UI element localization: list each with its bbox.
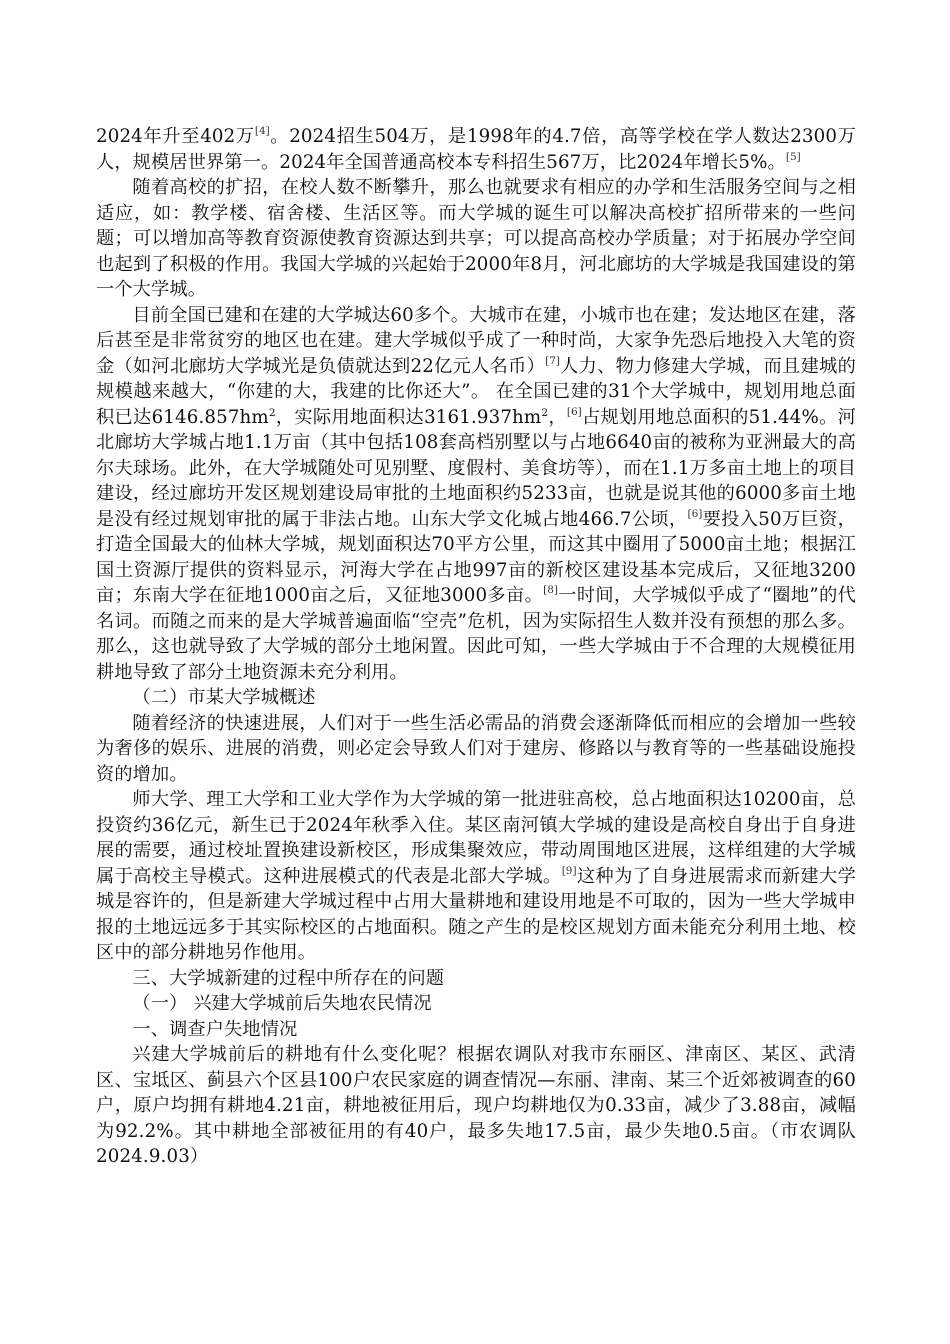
citation-marker: [7] bbox=[545, 354, 560, 367]
body-paragraph bbox=[96, 711, 856, 788]
text-run: （二）市某大学城概述 bbox=[132, 687, 316, 708]
citation-marker: [8] bbox=[543, 584, 559, 596]
text-run: 随着经济的快速进展，人们对于一些生活必需品的消费会逐渐降低而相应的会增加一些较为奢侈的娱乐、进展的消费，则必定会导致人们对于建房、修路以与教育等的一些基础设施投资的增加。 bbox=[96, 712, 856, 785]
section-heading bbox=[96, 685, 856, 711]
section-heading bbox=[96, 1017, 856, 1043]
text-run: 这种为了自身进展需求而新建大学城是容许的，但是新建大学城过程中占用大量耕地和建设用地是不可取的，因为一些大学城申报的土地远远多于其实际校区的占地面积。随之产生的是校区规划方面未能充分利用土地、校区中的部分耕地另作他用。 bbox=[96, 865, 856, 963]
body-paragraph bbox=[96, 124, 856, 175]
text-run: 兴建大学城前后的耕地有什么变化呢？根据农调队对我市东丽区、津南区、某区、武清区、宝坻区、蓟县六个区县100户农民家庭的调查情况—东丽、津南、某三个近郊被调查的60户，原户均拥有耕地4.21亩，耕地被征用后，现户均耕地仅为0.33亩，减少了3.88亩，减幅为92.2%。其中耕地全部被征用的有40户，最多失地17.5亩，最少失地0.5亩。（市农调队 2024.9.03） bbox=[96, 1044, 856, 1167]
text-run: 人力、物力修建大学城，而且建城的规模越来越大，“你建的大，我建的比你还大”。 在全国已建的31个大学城中，规划用地总面积已达6146.857hm bbox=[96, 355, 856, 428]
superscript: 2 bbox=[541, 406, 549, 419]
text-run: 要投入50万巨资，打造全国最大的仙林大学城，规划面积达70平方公里，而这其中圈用了5000亩土地；根据江国土资源厅提供的资料显示，河海大学在占地997亩的新校区建设基本完成后，又征地3200亩；东南大学在征地1000亩之后，又征地3000多亩。 bbox=[96, 508, 856, 606]
citation-marker: [9] bbox=[561, 864, 577, 877]
text-run: ， bbox=[548, 406, 567, 428]
citation-marker: [6] bbox=[687, 507, 703, 520]
citation-marker: [5] bbox=[785, 150, 801, 163]
text-run: 一时间，大学城似乎成了“圈地”的代名词。而随之而来的是大学城普遍面临“空壳”危机，因为实际招生人数并没有预想的那么多。那么，这也就导致了大学城的部分土地闲置。因此可知，一些大学城由于不合理的大规模征用耕地导致了部分土地资源未充分利用。 bbox=[96, 585, 856, 683]
body-paragraph bbox=[96, 787, 856, 966]
text-run: 占规划用地总面积的51.44%。河北廊坊大学城占地1.1万亩（其中包括108套高档别墅以与占地6640亩的被称为亚洲最大的高尔夫球场。此外，在大学城随处可见别墅、度假村、美食坊等），而在1.1万多亩土地上的项目建设，经过廊坊开发区规划建设局审批的土地面积约5233亩，也就是说其他的6000多亩土地是没有经过规划审批的属于非法占地。山东大学文化城占地466.7公顷， bbox=[96, 406, 856, 530]
body-paragraph bbox=[96, 175, 856, 303]
citation-marker: [6] bbox=[566, 405, 582, 418]
text-run: 一、调查户失地情况 bbox=[132, 1018, 298, 1040]
text-run: ，实际用地面积达3161.937hm bbox=[275, 406, 542, 428]
superscript: 2 bbox=[268, 406, 276, 419]
text-run: 目前全国已建和在建的大学城达60多个。大城市在建，小城市也在建；发达地区在建，落后甚至是非常贫穷的地区也在建。建大学城似乎成了一种时尚，大家争先恐后地投入大笔的资金（如河北廊坊大学城光是负债就达到22亿元人名币） bbox=[96, 304, 856, 377]
text-run: 师大学、理工大学和工业大学作为大学城的第一批进驻高校，总占地面积达10200亩，总投资约36亿元，新生已于2024年秋季入住。某区南河镇大学城的建设是高校自身出于自身进展的需要，通过校址置换建设新校区，形成集聚效应，带动周围地区进展，这样组建的大学城属于高校主导模式。这种进展模式的代表是北部大学城。 bbox=[96, 789, 856, 887]
text-run: 随着高校的扩招，在校人数不断攀升，那么也就要求有相应的办学和生活服务空间与之相适应，如：教学楼、宿舍楼、生活区等。而大学城的诞生可以解决高校扩招所带来的一些问题；可以增加高等教育资源使教育资源达到共享；可以提高高校办学质量；对于拓展办学空间也起到了积极的作用。我国大学城的兴起始于2000年8月，河北廊坊的大学城是我国建设的第一个大学城。 bbox=[96, 177, 856, 300]
citation-marker: [4] bbox=[254, 125, 270, 137]
document-page bbox=[96, 124, 856, 1170]
text-run: 三、大学城新建的过程中所存在的问题 bbox=[132, 967, 445, 989]
text-run: 2024年升至402万 bbox=[96, 126, 255, 147]
body-paragraph bbox=[96, 1042, 856, 1170]
text-run: 。2024招生504万，是1998年的4.7倍，高等学校在学人数达2300万人，规模居世界第一。2024年全国普通高校本专科招生567万，比2024年增长5%。 bbox=[96, 126, 856, 173]
section-heading bbox=[96, 966, 856, 992]
body-paragraph bbox=[96, 303, 856, 686]
text-run: （一） 兴建大学城前后失地农民情况 bbox=[132, 993, 432, 1014]
section-heading bbox=[96, 991, 856, 1017]
